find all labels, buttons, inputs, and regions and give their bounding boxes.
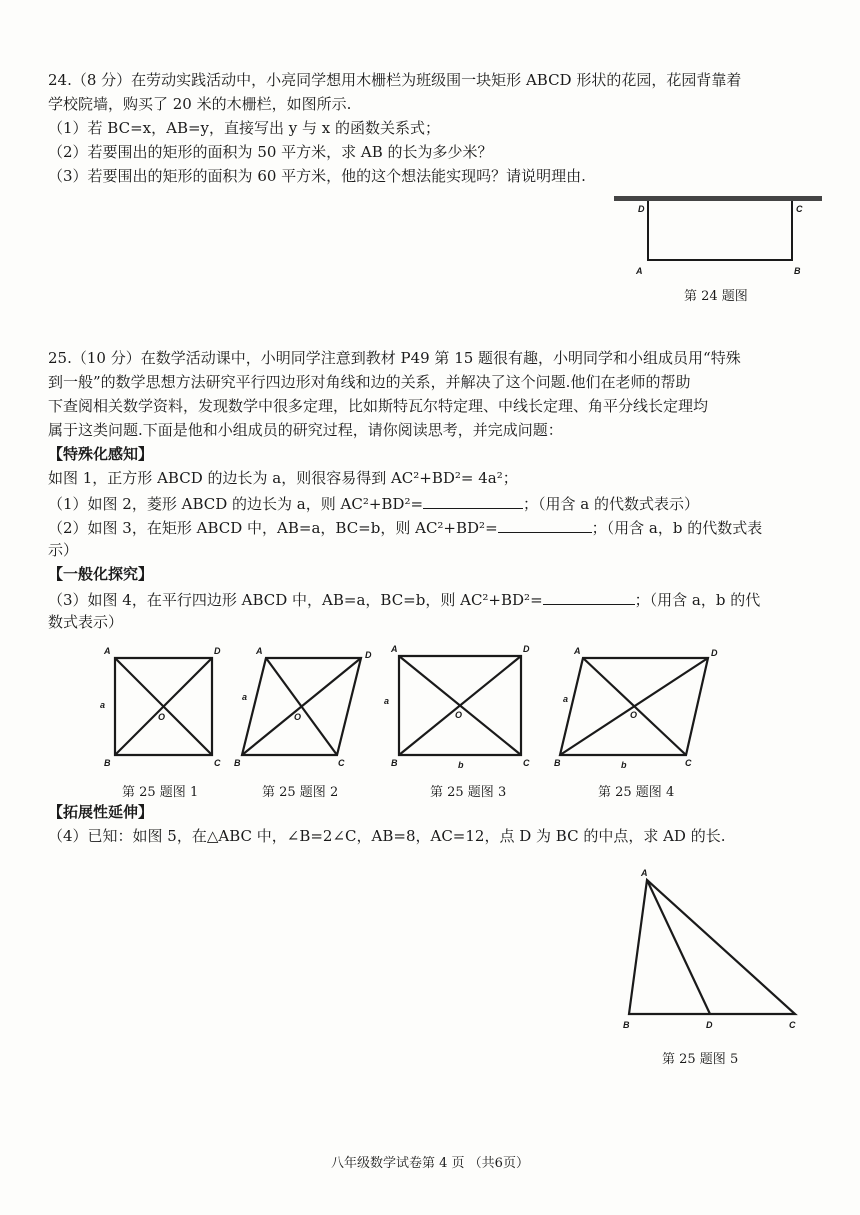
page-footer: 八年级数学试卷第 4 页 （共6页） [331, 1156, 529, 1171]
q24-line-1: 24.（8 分）在劳动实践活动中，小亮同学想用木栅栏为班级围一块矩形 ABCD 形状的花园，花园背靠着 [48, 71, 742, 89]
section-heading-special: 【特殊化感知】 [48, 445, 154, 463]
fig4-label-side-a: a [563, 694, 569, 704]
fig2-caption: 第 25 题图 2 [262, 785, 339, 800]
fig1-label-o: O [158, 712, 166, 722]
fig4-label-a-vertex: A [574, 646, 581, 656]
q25-intro-3: 下查阅相关数学资料，发现数学中很多定理，比如斯特瓦尔特定理、中线长定理、角平分线长定理均 [48, 397, 709, 415]
q25-part-3 [48, 588, 818, 610]
fig4-label-side-b: b [621, 760, 627, 770]
fig1-label-c: C [214, 758, 221, 768]
fig3-label-d: D [523, 644, 530, 654]
q24-label-b: B [794, 266, 801, 276]
fig5-caption: 第 25 题图 5 [662, 1052, 739, 1067]
q25-intro-1: 25.（10 分）在数学活动课中，小明同学注意到教材 P49 第 15 题很有趣，小明同学和小组成员用“特殊 [48, 349, 741, 367]
q25-answer-blank-2[interactable] [498, 516, 592, 533]
section-heading-general: 【一般化探究】 [48, 565, 154, 583]
q25-answer-blank-1[interactable] [423, 492, 523, 509]
fig3-label-side-b: b [458, 760, 464, 770]
q25-part-1 [48, 492, 818, 514]
fig2-label-d: D [365, 650, 372, 660]
fig4-label-c: C [685, 758, 692, 768]
fig2-label-o: O [294, 712, 302, 722]
q25-square-statement: 如图 1，正方形 ABCD 的边长为 a，则很容易得到 AC²+BD²= 4a²； [48, 469, 518, 487]
q25-part-1-suffix: ；（用含 a 的代数式表示） [523, 495, 700, 513]
q25-part-2-wrap: 示） [48, 541, 79, 559]
fig5-label-c: C [789, 1020, 796, 1030]
fig3-label-b: B [391, 758, 398, 768]
fig1-label-side-a: a [100, 700, 106, 710]
fig3-label-o: O [455, 710, 463, 720]
fig2-label-side-a: a [242, 692, 248, 702]
q24-label-c: C [796, 204, 803, 214]
q24-part-1: （1）若 BC=x，AB=y，直接写出 y 与 x 的函数关系式； [48, 119, 441, 137]
q25-figure-5 [615, 866, 815, 1036]
q25-intro-2: 到一般”的数学思想方法研究平行四边形对角线和边的关系，并解决了这个问题.他们在老师的帮助 [48, 373, 691, 391]
q24-part-3: （3）若要围出的矩形的面积为 60 平方米，他的这个想法能实现吗？请说明理由. [48, 167, 586, 185]
fig2-label-c: C [338, 758, 345, 768]
fig5-label-a: A [641, 868, 648, 878]
q25-figures-row [0, 638, 860, 778]
fig3-label-c: C [523, 758, 530, 768]
section-heading-extension: 【拓展性延伸】 [48, 803, 154, 821]
q24-label-d: D [638, 204, 645, 214]
q25-intro-4: 属于这类问题.下面是他和小组成员的研究过程，请你阅读思考，并完成问题： [48, 421, 563, 439]
fig4-label-o: O [630, 710, 638, 720]
fig1-label-a-vertex: A [104, 646, 111, 656]
fig3-caption: 第 25 题图 3 [430, 785, 507, 800]
q24-part-2: （2）若要围出的矩形的面积为 50 平方米，求 AB 的长为多少米？ [48, 143, 493, 161]
fig3-label-a-vertex: A [391, 644, 398, 654]
q24-line-2: 学校院墙，购买了 20 米的木栅栏，如图所示. [48, 95, 352, 113]
fig1-label-b: B [104, 758, 111, 768]
q24-figure-caption: 第 24 题图 [684, 289, 748, 304]
fig1-caption: 第 25 题图 1 [122, 785, 199, 800]
fig4-label-b: B [554, 758, 561, 768]
fig1-label-d: D [214, 646, 221, 656]
fig4-caption: 第 25 题图 4 [598, 785, 675, 800]
q25-part-4: （4）已知：如图 5，在△ABC 中，∠B=2∠C，AB=8，AC=12，点 D 为 BC 的中点，求 AD 的长. [48, 827, 726, 845]
q25-part-2-suffix: ；（用含 a，b 的代数式表 [591, 519, 763, 537]
q25-part-1-text: （1）如图 2，菱形 ABCD 的边长为 a，则 AC²+BD²= [48, 495, 424, 513]
fig3-label-side-a: a [384, 696, 390, 706]
fig5-label-b: B [623, 1020, 630, 1030]
q25-part-3-text: （3）如图 4，在平行四边形 ABCD 中，AB=a，BC=b，则 AC²+BD²= [48, 591, 543, 609]
q25-part-3-wrap: 数式表示） [48, 613, 124, 631]
q25-part-2 [48, 516, 818, 538]
fig4-label-d: D [711, 648, 718, 658]
q24-label-a: A [636, 266, 643, 276]
q24-figure [610, 192, 825, 282]
fig2-label-a-vertex: A [256, 646, 263, 656]
q25-part-2-text: （2）如图 3，在矩形 ABCD 中，AB=a，BC=b，则 AC²+BD²= [48, 519, 498, 537]
fig5-label-d: D [706, 1020, 713, 1030]
q25-part-3-suffix: ；（用含 a，b 的代 [634, 591, 761, 609]
fig2-label-b: B [234, 758, 241, 768]
q25-answer-blank-3[interactable] [543, 588, 635, 605]
